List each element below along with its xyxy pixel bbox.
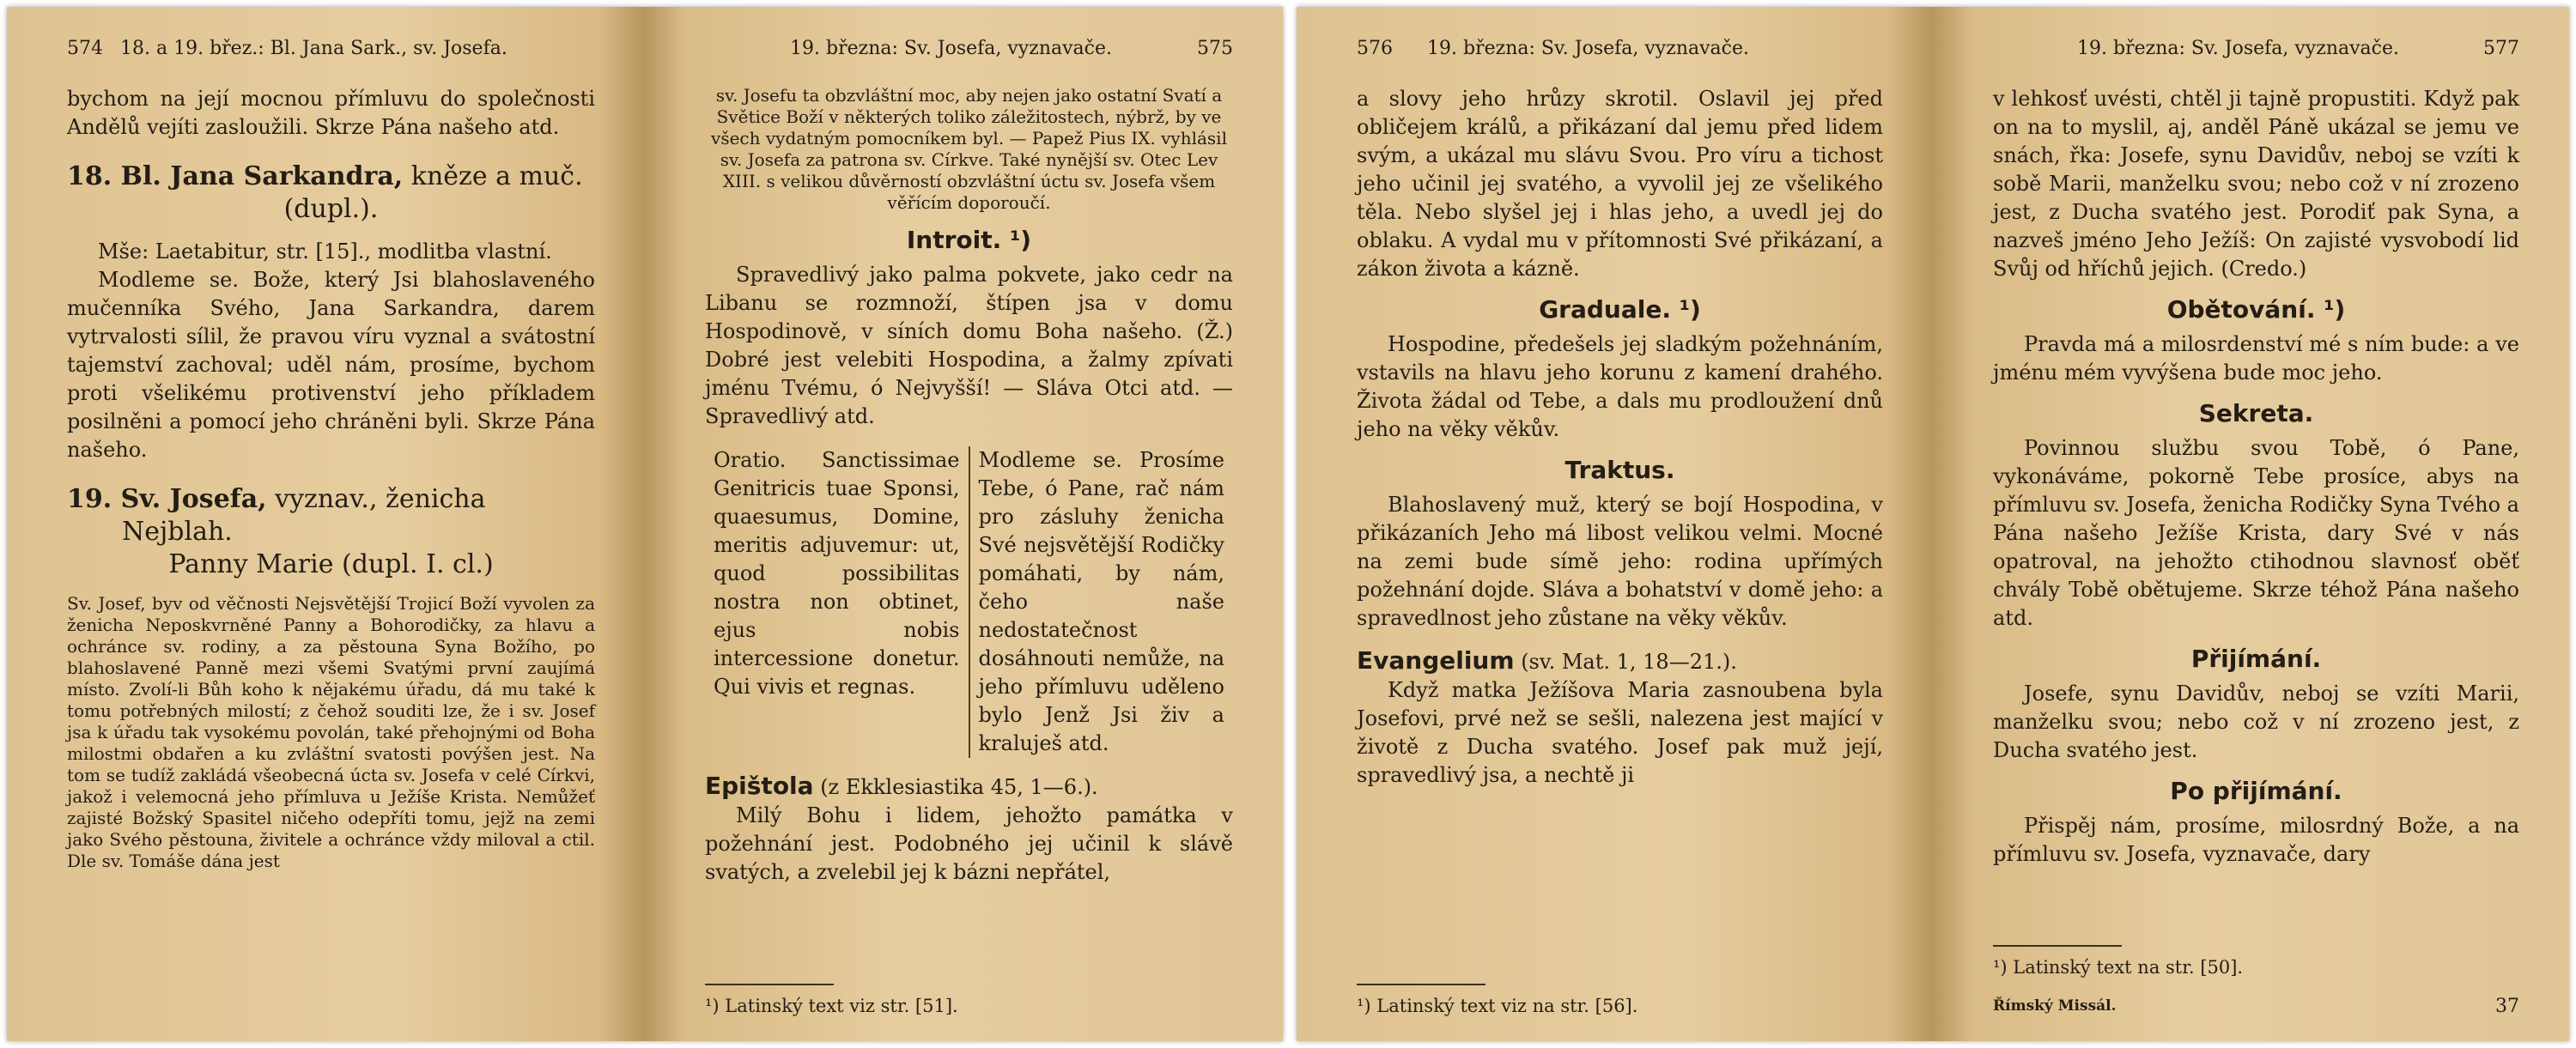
page-575	[645, 7, 1283, 1041]
obetovani-text: Pravda má a milosrdenství mé s ním bude: a ve jménu mém vyvýšena bude moc jeho.	[1993, 332, 2519, 385]
biography-text: Sv. Josef, byv od věčnosti Nejsvětější Trojicí Boží vyvolen za ženicha Neposkvrněné Panny a Bohorodičky, za hlavu a ochránce sv. rodiny, a za pěstouna Syna Božího, po blahoslavené Panně mezi všemi Svatými první zaujímá místo. Zvolí-li Bůh koho k nějakému úřadu, dá mu také k tomu potřebných milostí; z čehož souditi lze, že i sv. Josef jsa k úřadu tak vysokému povolán, také přehojnými od Boha milostmi obdařen a ku zvláštní svatosti povýšen jest. Na tom se tudíž zakládá všeobecná úcta sv. Josefa v celé Církvi, jakož i velemocná jeho přímluva u Ježíše Krista. Nemůžeť zajisté Božský Spasitel ničeho odepříti tomu, jejž na zemi jako Svého pěstouna, živitele a ochránce vždy miloval a ctil. Dle sv. Tomáše dána jest	[67, 593, 595, 871]
intro-text: sv. Josefu ta obzvláštní moc, aby nejen jako ostatní Svatí a Světice Boží v některých toliko záležitostech, nýbrž, by ve všech vydatným pomocníkem byl. — Papež Pius IX. vyhlásil sv. Josefa za patrona sv. Církve. Také nynější sv. Otec Lev XIII. s velikou důvěrností obzvláštní úctu sv. Josefa všem věřícím doporoučí.	[711, 85, 1227, 213]
footnote-rule	[705, 984, 834, 985]
running-head	[67, 34, 595, 63]
feast-entry-18	[67, 161, 595, 226]
page-number: 575	[1197, 38, 1233, 59]
feast-rank: kněze a muč.	[410, 161, 583, 191]
running-head	[1993, 34, 2519, 63]
page-577	[1933, 7, 2569, 1041]
feast-rank: vyznav., ženicha Nejblah.	[122, 484, 486, 547]
po-prijimani-text: Přispěj nám, prosíme, milosrdný Bože, a na přímluvu sv. Josefa, vyznavače, dary	[1993, 814, 2519, 866]
evangelium-line	[1357, 646, 1883, 676]
paragraph: v lehkosť uvésti, chtěl ji tajně propustiti. Když pak on na to myslil, aj, anděl Páně ukázal se jemu ve snách, řka: Josefe, synu Davidův, neboj se vzíti k sobě Marii, manželku svou; nebo což v ní zrozeno jest, z Ducha svatého jest. Porodiť pak Syna, a nazveš jméno Jeho Ježíš: On zajisté vysvobodí lid Svůj od hříchů jejich. (Credo.)	[1993, 87, 2519, 281]
graduale-heading: Graduale. ¹)	[1539, 295, 1701, 324]
footnote	[1357, 984, 1883, 1021]
evangelium-reference: (sv. Mat. 1, 18—21.).	[1521, 650, 1737, 674]
prijimani-heading: Přijímání.	[2190, 645, 2322, 673]
running-head-title: 19. března: Sv. Josefa, vyznavače.	[1427, 38, 1749, 59]
footnote-rule	[1357, 984, 1485, 985]
graduale-text: Hospodine, předešels jej sladkým požehnáním, vstavils na hlavu jeho korunu z kamení drahého. Života žádal od Tebe, a dals mu prodloužení dnů jeho na věky věkův.	[1357, 332, 1883, 441]
footnote-text: ¹) Latinský text viz na str. [56].	[1357, 996, 1638, 1016]
left-spread	[7, 7, 1283, 1041]
obetovani-heading: Obětování. ¹)	[2166, 295, 2346, 324]
evangelium-text: Když matka Ježíšova Maria zasnoubena byla Josefovi, prvé než se sešli, nalezena jest mající v životě z Ducha svatého. Josef pak muž její, spravedlivý jsa, a nechtě ji	[1357, 678, 1883, 787]
introit-heading: Introit. ¹)	[906, 226, 1032, 254]
right-spread	[1297, 7, 2569, 1041]
feast-sub: (dupl.).	[283, 194, 379, 224]
feast-sub: Panny Marie (dupl. I. cl.)	[168, 549, 494, 579]
oratio-latin: Oratio. Sanctissimae Genitricis tuae Sponsi, quaesumus, Domine, meritis adjuvemur: ut, quod possibilitas nostra non obtinet, ejus nobis intercessione donetur. Qui vivis et regnas.	[714, 448, 960, 699]
page-number: 574	[67, 38, 103, 59]
footnote-text: ¹) Latinský text na str. [50].	[1993, 957, 2244, 978]
feast-title: 18. Bl. Jana Sarkandra,	[67, 161, 404, 191]
footnote-text: ¹) Latinský text viz str. [51].	[705, 996, 958, 1016]
running-head-title: 19. března: Sv. Josefa, vyznavače.	[2077, 38, 2399, 59]
prijimani-text: Josefe, synu Davidův, neboj se vzíti Marii, manželku svou; nebo což v ní zrozeno jest, z Ducha svatého jest.	[1993, 682, 2519, 762]
traktus-heading: Traktus.	[1564, 456, 1675, 484]
feast-title: 19. Sv. Josefa,	[67, 484, 267, 514]
epistola-heading: Epištola	[705, 772, 814, 800]
epistola-line	[705, 772, 1233, 802]
footnote-rule	[1993, 945, 2122, 947]
page-number: 577	[2483, 38, 2519, 59]
running-head	[1357, 34, 1883, 63]
running-head	[705, 34, 1233, 63]
footnote	[1993, 945, 2519, 1021]
evangelium-heading: Evangelium	[1357, 646, 1515, 675]
sekreta-heading: Sekreta.	[2198, 399, 2314, 427]
paragraph: bychom na její mocnou přímluvu do společnosti Andělů vejíti zasloužili. Skrze Pána našeho atd.	[67, 87, 595, 139]
sheet-number: 37	[2495, 996, 2519, 1017]
paragraph: a slovy jeho hrůzy skrotil. Oslavil jej před obličejem králů, a přikázaní dal jemu před lidem svým, a ukázal mu slávu Svou. Pro víru a tichost jeho učinil jej svatého, a vyvolil jej ze všelikého těla. Nebo slyšel jej i hlas jeho, a uvedl jej do oblaku. A vydal mu v přítomnosti Své přikázaní, a zákon života a kázně.	[1357, 87, 1883, 281]
footnote	[705, 984, 1233, 1021]
po-prijimani-heading: Po přijímání.	[2170, 777, 2342, 805]
running-head-title: 18. a 19. břez.: Bl. Jana Sark., sv. Josefa.	[120, 38, 507, 59]
signature-mark: Římský Missál.	[1993, 997, 2117, 1015]
epistola-reference: (z Ekklesiastika 45, 1—6.).	[820, 775, 1098, 799]
prayer-text: Modleme se. Bože, který Jsi blahoslaveného mučenníka Svého, Jana Sarkandra, darem vytrvalosti sílil, že pravou víru vyznal a svátostní tajemství zachoval; uděl nám, prosíme, bychom proti všelikému protivenství jeho příkladem posilněni a pomocí jeho chráněni byli. Skrze Pána našeho.	[67, 268, 595, 462]
signature-line	[1993, 992, 2519, 1021]
feast-entry-19	[67, 483, 595, 581]
sekreta-text: Povinnou službu svou Tobě, ó Pane, vykonáváme, pokorně Tebe prosíce, abys na přímluvu sv. Josefa, ženicha Rodičky Syna Tvého a Pána našeho Ježíše Krista, dary Své v nás opatroval, na jehožto ctihodnou slavnosť oběť chvály Tobě obětujeme. Skrze téhož Pána našeho atd.	[1993, 436, 2519, 630]
page-number: 576	[1357, 38, 1393, 59]
mass-reference: Mše: Laetabitur, str. [15]., modlitba vlastní.	[98, 239, 552, 264]
running-head-title: 19. března: Sv. Josefa, vyznavače.	[790, 38, 1112, 59]
oratio-columns	[705, 446, 1233, 758]
page-576	[1297, 7, 1933, 1041]
introit-text: Spravedlivý jako palma pokvete, jako cedr na Libanu se rozmnoží, štípen jsa v domu Hospodinově, v síních domu Boha našeho. (Ž.) Dobré jest velebiti Hospodina, a žalmy zpívati jménu Tvému, ó Nejvyšší! — Sláva Otci atd. — Spravedlivý atd.	[705, 263, 1233, 428]
traktus-text: Blahoslavený muž, který se bojí Hospodina, v přikázaních Jeho má libost velikou velmi. Mocné na zemi bude símě jeho: rodina upřímých požehnání dojde. Sláva a bohatství v domě jeho: a spravedlnost jeho zůstane na věky věkův.	[1357, 493, 1883, 630]
page-574	[7, 7, 645, 1041]
oratio-czech: Modleme se. Prosíme Tebe, ó Pane, rač nám pro zásluhy ženicha Své nejsvětější Rodičky pomáhati, by nám, čeho naše nedostatečnost dosáhnouti nemůže, na jeho přímluvu uděleno bylo Jenž Jsi živ a kraluješ atd.	[969, 446, 1234, 758]
epistola-text: Milý Bohu i lidem, jehožto památka v požehnání jest. Podobného jej učinil k slávě svatých, a zvelebil jej k bázni nepřátel,	[705, 803, 1233, 884]
